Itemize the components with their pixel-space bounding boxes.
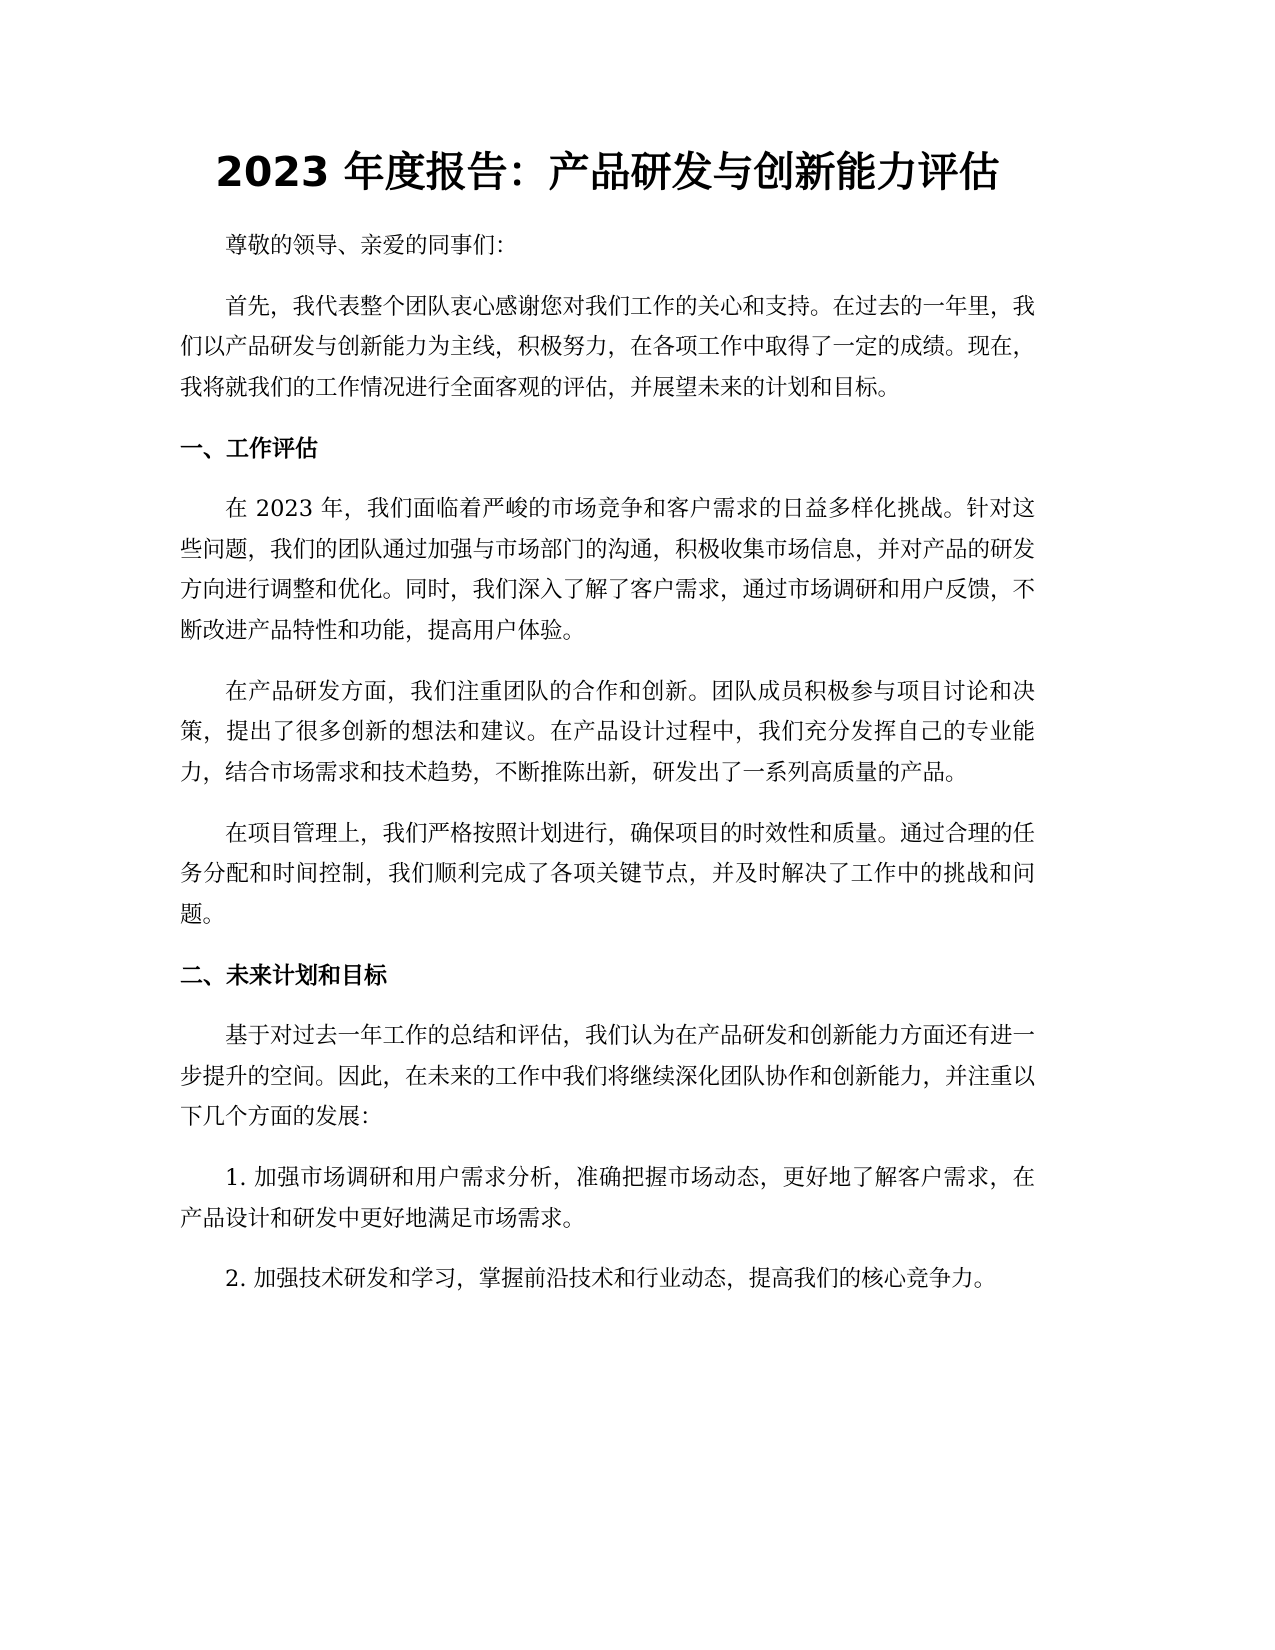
- list-item: 1. 加强市场调研和用户需求分析，准确把握市场动态，更好地了解客户需求，在产品设计和研发中更好地满足市场需求。: [180, 1164, 1035, 1232]
- section1-paragraph: 在项目管理上，我们严格按照计划进行，确保项目的时效性和质量。通过合理的任务分配和时间控制，我们顺利完成了各项关键节点，并及时解决了工作中的挑战和问题。: [180, 820, 1036, 929]
- section1-paragraph: 在产品研发方面，我们注重团队的合作和创新。团队成员积极参与项目讨论和决策，提出了很多创新的想法和建议。在产品设计过程中，我们充分发挥自己的专业能力，结合市场需求和技术趋势，不断推陈出新，研发出了一系列高质量的产品。: [180, 678, 1035, 787]
- intro-paragraph: 首先，我代表整个团队衷心感谢您对我们工作的关心和支持。在过去的一年里，我们以产品研发与创新能力为主线，积极努力，在各项工作中取得了一定的成绩。现在，我将就我们的工作情况进行全面客观的评估，并展望未来的计划和目标。: [180, 293, 1036, 402]
- page-title: 2023 年度报告：产品研发与创新能力评估: [215, 148, 1000, 196]
- list-item: 2. 加强技术研发和学习，掌握前沿技术和行业动态，提高我们的核心竞争力。: [225, 1266, 997, 1293]
- section1-paragraph: 在 2023 年，我们面临着严峻的市场竞争和客户需求的日益多样化挑战。针对这些问题，我们的团队通过加强与市场部门的沟通，积极收集市场信息，并对产品的研发方向进行调整和优化。同时，我们深入了解了客户需求，通过市场调研和用户反馈，不断改进产品特性和功能，提高用户体验。: [180, 495, 1036, 644]
- section2-paragraph: 基于对过去一年工作的总结和评估，我们认为在产品研发和创新能力方面还有进一步提升的空间。因此，在未来的工作中我们将继续深化团队协作和创新能力，并注重以下几个方面的发展：: [180, 1022, 1036, 1131]
- document-page: [180, 132, 1035, 1320]
- section-heading-future-plans: 二、未来计划和目标: [180, 962, 387, 989]
- section-heading-work-evaluation: 一、工作评估: [180, 435, 318, 462]
- greeting: 尊敬的领导、亲爱的同事们：: [225, 233, 518, 259]
